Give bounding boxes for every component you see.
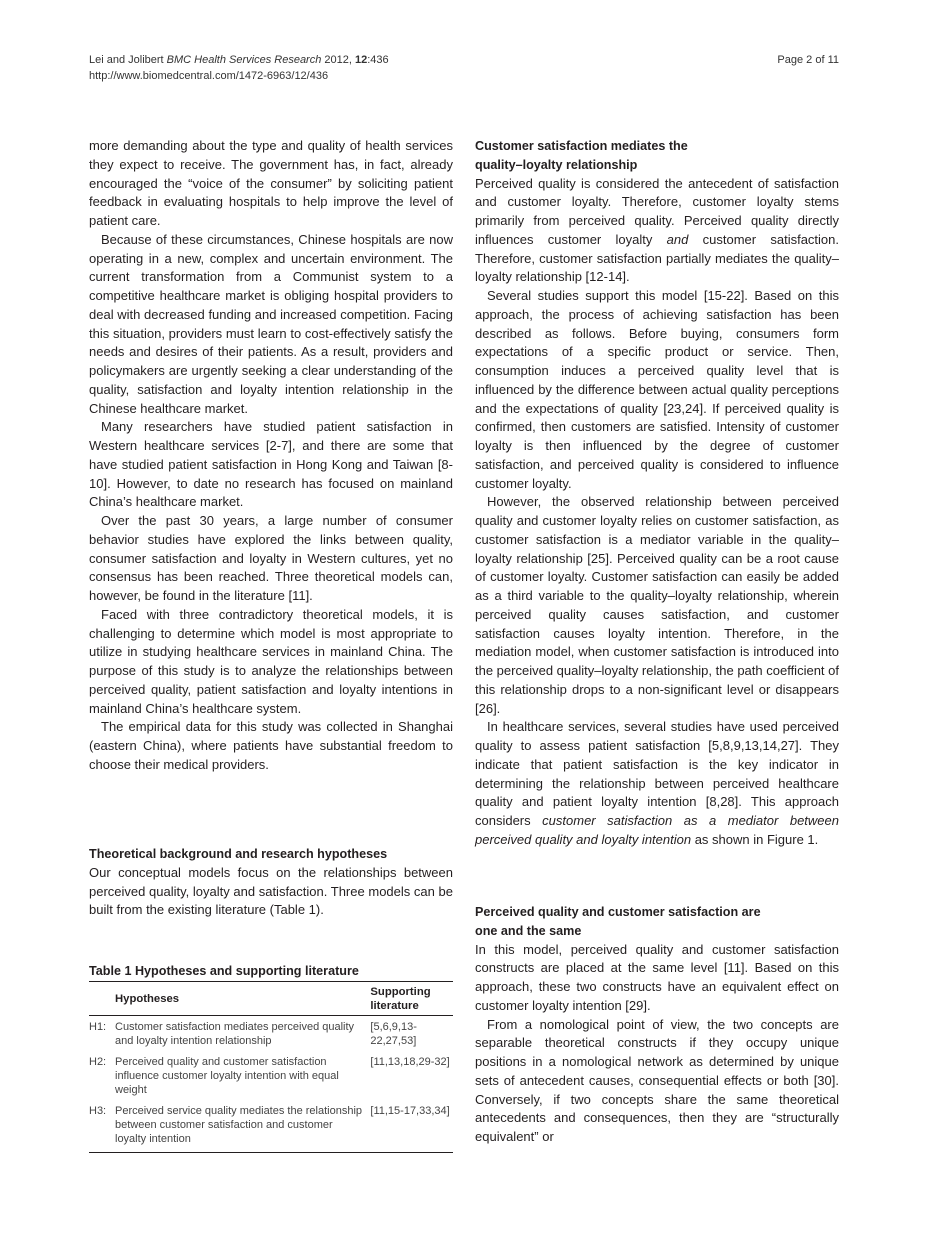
hypothesis-id: H2: (89, 1056, 107, 1068)
column-header: Hypotheses (115, 982, 370, 1016)
literature-refs: [11,13,18,29-32] (370, 1056, 450, 1068)
paragraph: Many researchers have studied patient satisfaction in Western healthcare services [2-7], and there are some that have studied patient satisfaction in Hong Kong and Taiwan [8-10]. However, to date no research has focused on mainland China’s healthcare market. (89, 419, 453, 510)
text: In healthcare services, several studies have used perceived quality to assess patient satisfaction [5,8,9,13,14,27]. They indicate that patient satisfaction is the key indicator in determining the relationship between perceived healthcare quality and patient loyalty intention [8,28]. This approach considers (475, 719, 839, 828)
column-header: Supporting literature (370, 982, 453, 1016)
italic-text: and (666, 231, 689, 247)
paragraph: The empirical data for this study was collected in Shanghai (eastern China), where patients have substantial freedom to choose their medical providers. (89, 719, 453, 772)
paragraph: Several studies support this model [15-22]. Based on this approach, the process of achieving satisfaction has been described as follows. Before buying, consumers form expectations of a specific product or service. Then, consumption induces a perceived quality level that is influenced by the difference between actual quality perceptions and the expectations of quality [23,24]. If perceived quality is confirmed, then customers are satisfied. Intensity of customer loyalty is then influenced by the degree of customer satisfaction, and perceived quality is considered to influence customer loyalty. (475, 288, 839, 491)
paragraph (475, 175, 839, 288)
hypothesis-text: Perceived quality and customer satisfaction influence customer loyalty intention with equal weight (115, 1056, 339, 1096)
section-theoretical-background (89, 845, 453, 920)
paragraph: Our conceptual models focus on the relationships between perceived quality, loyalty and satisfaction. Three models can be built from the existing literature (Table 1). (89, 864, 453, 918)
hypothesis-id: H1: (89, 1021, 107, 1033)
table-row (89, 1100, 453, 1153)
left-column (89, 137, 453, 775)
section-one-and-same (475, 903, 839, 1147)
volume: 12 (354, 54, 368, 66)
paragraph (475, 718, 839, 849)
hypotheses-table (89, 982, 453, 1153)
literature-refs: [5,6,9,13-22,27,53] (370, 1021, 417, 1047)
year: 2012, (321, 54, 355, 66)
paragraph: more demanding about the type and quality of health services they expect to receive. The government has, in fact, already encouraged the “voice of the consumer” by soliciting patient feedback in evaluating hospitals to help improve the level of patient care. (89, 138, 453, 228)
section-heading: Perceived quality and customer satisfaction are one and the same (475, 905, 761, 938)
text: customer satisfaction. Therefore, customer satisfaction partially mediates the quality–loyalty relationship [12-14]. (475, 231, 839, 285)
text: Perceived quality is considered the antecedent of satisfaction and customer loyalty. Therefore, customer loyalty stems primarily from perceived quality. Perceived quality directly influences customer loyalty (475, 175, 839, 247)
text: as shown in Figure 1. (691, 831, 819, 847)
table-row (89, 1051, 453, 1100)
article-url[interactable]: http://www.biomedcentral.com/1472-6963/12/436 (89, 70, 329, 82)
table-row (89, 1016, 453, 1052)
section-heading: Theoretical background and research hypotheses (89, 847, 388, 861)
table-title: Table 1 Hypotheses and supporting literature (89, 964, 453, 982)
paragraph: Over the past 30 years, a large number of consumer behavior studies have explored the links between quality, consumer satisfaction and loyalty in Western cultures, yet no consensus has been reached. Three theoretical models can, however, be found in the literature [11]. (89, 513, 453, 603)
page-number: Page 2 of 11 (777, 54, 839, 66)
table-1 (89, 964, 453, 1153)
journal-name: BMC Health Services Research (166, 54, 322, 66)
italic-text: customer satisfaction as a mediator between perceived quality and loyalty intention (475, 813, 839, 847)
paragraph: Because of these circumstances, Chinese hospitals are now operating in a new, complex and uncertain environment. The current transformation from a Communist system to a competitive healthcare market is obliging hospital providers to deal with decreased funding and increased competition. Facing this situation, providers must learn to cost-effectively satisfy the needs and desires of their patients. As a result, providers and policymakers are urgently seeking a clear understanding of the quality, satisfaction and loyalty intention relationship in the Chinese healthcare market. (89, 231, 453, 416)
hypothesis-id: H3: (89, 1100, 115, 1153)
paragraph: From a nomological point of view, the two concepts are separable theoretical constructs if they occupy unique positions in a nomological network as determined by unique sets of antecedent causes, consequential effects or both [30]. Conversely, if two concepts share the same theoretical antecedents and consequences, then they are “structurally equivalent” or (475, 1016, 839, 1144)
running-header (89, 52, 389, 84)
hypothesis-text: Perceived service quality mediates the relationship between customer satisfaction and customer loyalty intention (115, 1100, 370, 1153)
paragraph: However, the observed relationship between perceived quality and customer loyalty relies on customer satisfaction, as customer satisfaction is a mediator variable in the quality–loyalty relationship [25]. Perceived quality can be a root cause of customer loyalty. Customer satisfaction can easily be added as a third variable to the quality–loyalty relationship, wherein perceived quality causes satisfaction, and customer satisfaction causes loyalty intention. Therefore, in the mediation model, when customer satisfaction is introduced into the perceived quality–loyalty relationship, the path coefficient of this relationship drops to a non-significant level or disappears [26]. (475, 494, 839, 716)
section-heading: Customer satisfaction mediates the quality–loyalty relationship (475, 139, 688, 172)
authors: Lei and Jolibert (89, 54, 167, 66)
right-column (475, 137, 839, 850)
article-number: :436 (367, 54, 389, 66)
hypothesis-text: Customer satisfaction mediates perceived quality and loyalty intention relationship (115, 1021, 355, 1047)
paragraph: Faced with three contradictory theoretical models, it is challenging to determine which model is most appropriate to utilize in studying healthcare services in mainland China. The purpose of this study is to analyze the relationships between perceived quality, patient satisfaction and loyalty intentions in mainland China’s healthcare system. (89, 606, 453, 716)
literature-refs: [11,15-17,33,34] (370, 1100, 453, 1153)
paragraph: In this model, perceived quality and customer satisfaction constructs are placed at the same level [11]. Based on this approach, these two constructs have an equivalent effect on customer loyalty intention [29]. (475, 941, 839, 1013)
